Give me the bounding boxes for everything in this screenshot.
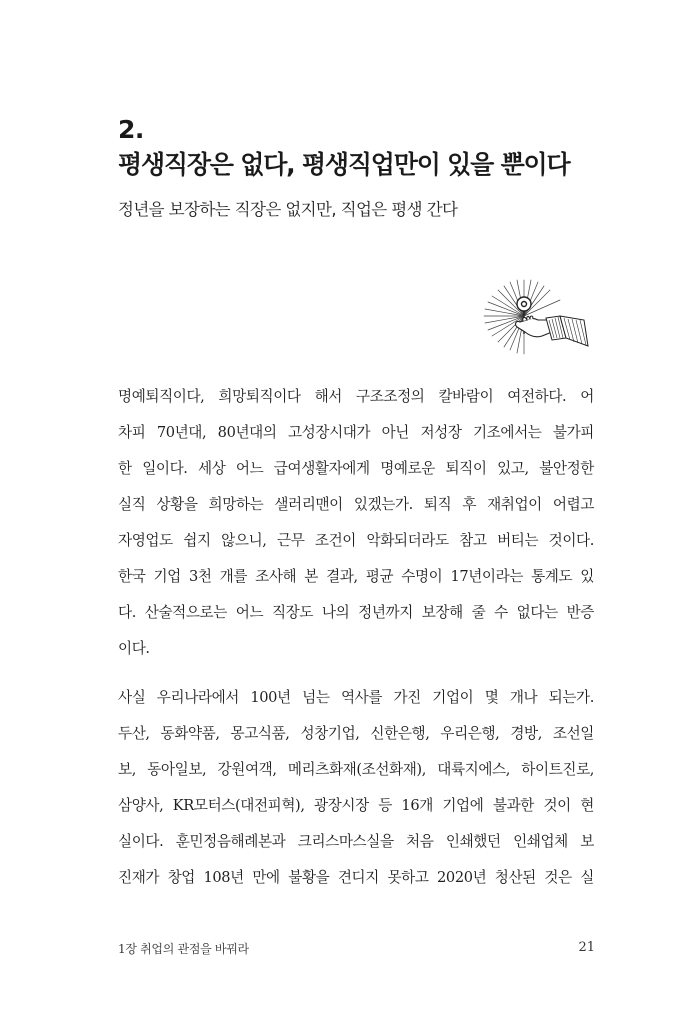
text-line: 한 일이다. 세상 어느 급여생활자에게 명예로운 퇴직이 있고, 불안정한 <box>118 460 594 477</box>
section-subtitle: 정년을 보장하는 직장은 없지만, 직업은 평생 간다 <box>118 200 458 219</box>
text-line: 실직 상황을 희망하는 샐러리맨이 있겠는가. 퇴직 후 재취업이 어렵고 <box>118 496 594 513</box>
text-line: 다. 산술적으로는 어느 직장도 나의 정년까지 보장해 줄 수 없다는 반증 <box>118 604 594 621</box>
text-line: 사실 우리나라에서 100년 넘는 역사를 가진 기업이 몇 개나 되는가. <box>118 689 594 706</box>
text-line: 삼양사, KR모터스(대전피혁), 광장시장 등 16개 기업에 불과한 것이 현 <box>118 797 594 814</box>
text-line: 명예퇴직이다, 희망퇴직이다 해서 구조조정의 칼바람이 여전하다. 어 <box>118 388 594 405</box>
body-paragraph-1 <box>118 379 594 667</box>
section-number: 2. <box>118 115 144 144</box>
page-number: 21 <box>578 940 595 955</box>
body-paragraph-2 <box>118 680 594 896</box>
running-footer-chapter: 1장 취업의 관점을 바꿔라 <box>118 942 249 956</box>
text-line: 이다. <box>118 640 150 657</box>
text-line: 두산, 동화약품, 몽고식품, 성창기업, 신한은행, 우리은행, 경방, 조선일 <box>118 725 594 742</box>
text-line: 보, 동아일보, 강원여객, 메리츠화재(조선화재), 대륙지에스, 하이트진로, <box>118 761 594 778</box>
section-title: 평생직장은 없다, 평생직업만이 있을 뿐이다 <box>118 150 570 179</box>
text-line: 한국 기업 3천 개를 조사해 본 결과, 평균 수명이 17년이라는 통계도 있 <box>118 568 594 585</box>
text-line: 자영업도 쉽지 않으니, 근무 조건이 악화되더라도 참고 버티는 것이다. <box>118 532 594 549</box>
text-line: 차피 70년대, 80년대의 고성장시대가 아닌 저성장 기조에서는 불가피 <box>118 424 594 441</box>
text-line: 실이다. 훈민정음해례본과 크리스마스실을 처음 인쇄했던 인쇄업체 보 <box>118 833 594 850</box>
hand-holding-key-icon <box>480 276 592 366</box>
text-line: 진재가 창업 108년 만에 불황을 견디지 못하고 2020년 청산된 것은 실 <box>118 869 594 886</box>
